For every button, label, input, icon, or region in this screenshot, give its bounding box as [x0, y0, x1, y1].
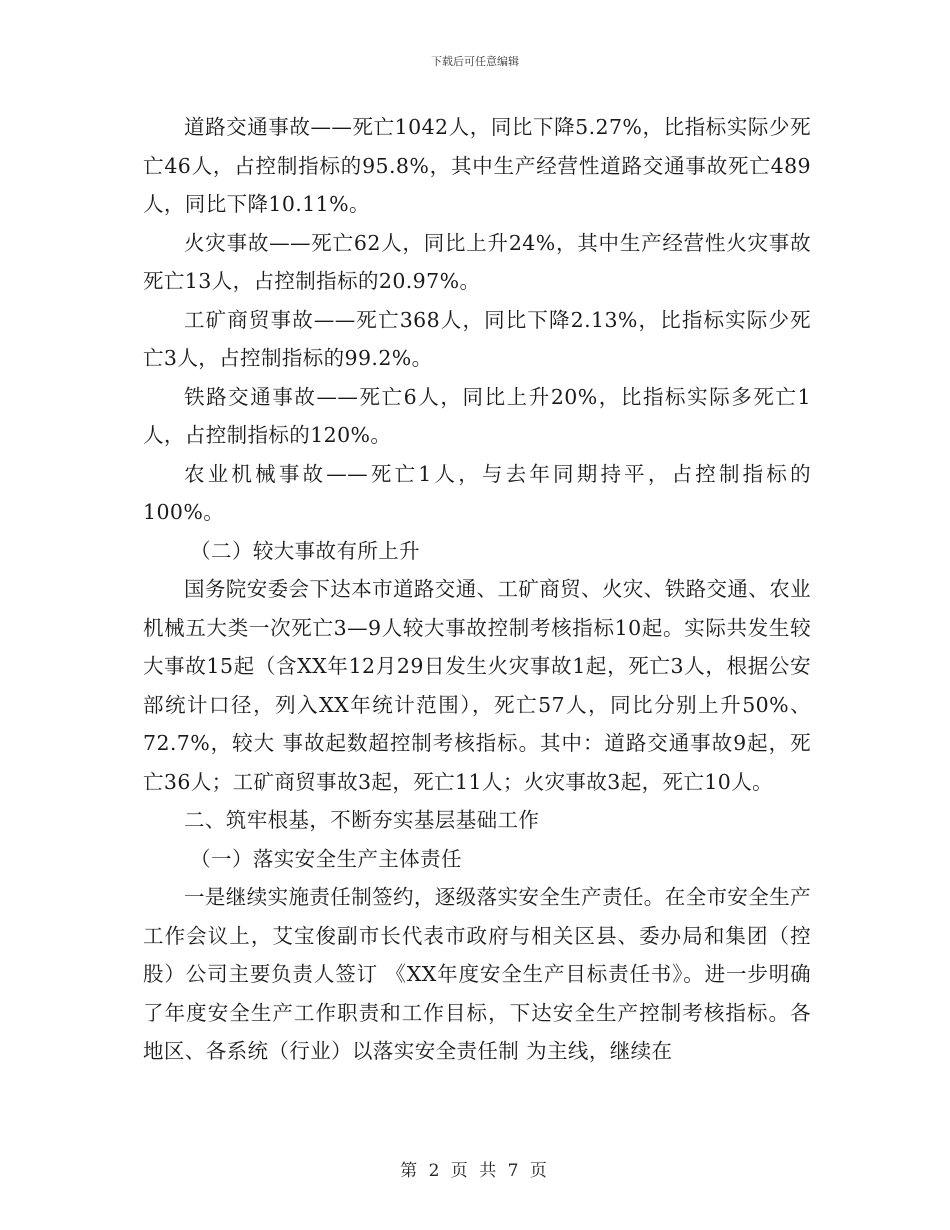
- page-header: 下载后可任意编辑: [431, 55, 519, 68]
- paragraph-fire: 火灾事故——死亡62人，同比上升24%，其中生产经营性火灾事故死亡13人，占控制指标的20.97%。: [143, 230, 811, 293]
- paragraph-industry-trade: 工矿商贸事故——死亡368人，同比下降2.13%，比指标实际少死亡3人，占控制指标的99.2%。: [143, 307, 811, 370]
- section-heading-foundation: 二、筑牢根基，不断夯实基层基础工作: [184, 808, 540, 832]
- page-footer: 第 2 页 共 7 页: [400, 1161, 550, 1181]
- paragraph-agricultural-machinery: 农业机械事故——死亡1人，与去年同期持平，占控制指标的100%。: [143, 461, 811, 524]
- paragraph-railway: 铁路交通事故——死亡6人，同比上升20%，比指标实际多死亡1人，占控制指标的120%。: [143, 384, 811, 447]
- paragraph-major-accidents: 国务院安委会下达本市道路交通、工矿商贸、火灾、铁路交通、农业机械五大类一次死亡3—9人较大事故控制考核指标10起。实际共发生较大事故15起（含XX年12月29日发生火灾事故1起，死亡3人，根据公安部统计口径，列入XX年统计范围），死亡57人，同比分别上升50%、72.7%，较大 事故起数超控制考核指标。其中：道路交通事故9起，死亡36人；工矿商贸事故3起，死亡11人；火灾事故3起，死亡10人。: [143, 577, 811, 794]
- section-heading-major-accidents: （二）较大事故有所上升: [190, 538, 421, 563]
- paragraph-road-traffic: 道路交通事故——死亡1042人，同比下降5.27%，比指标实际少死亡46人，占控制指标的95.8%，其中生产经营性道路交通事故死亡489人，同比下降10.11%。: [143, 115, 811, 216]
- paragraph-responsibility: 一是继续实施责任制签约，逐级落实安全生产责任。在全市安全生产工作会议上，艾宝俊副市长代表市政府与相关区县、委办局和集团（控股）公司主要负责人签订 《XX年度安全生产目标责任书》。进一步明确了年度安全生产工作职责和工作目标，下达安全生产控制考核指标。各地区、各系统（行业）以落实安全责任制 为主线，继续在: [143, 885, 811, 1063]
- document-body: [143, 108, 811, 1071]
- section-heading-responsibility: （一）落实安全生产主体责任: [190, 846, 462, 871]
